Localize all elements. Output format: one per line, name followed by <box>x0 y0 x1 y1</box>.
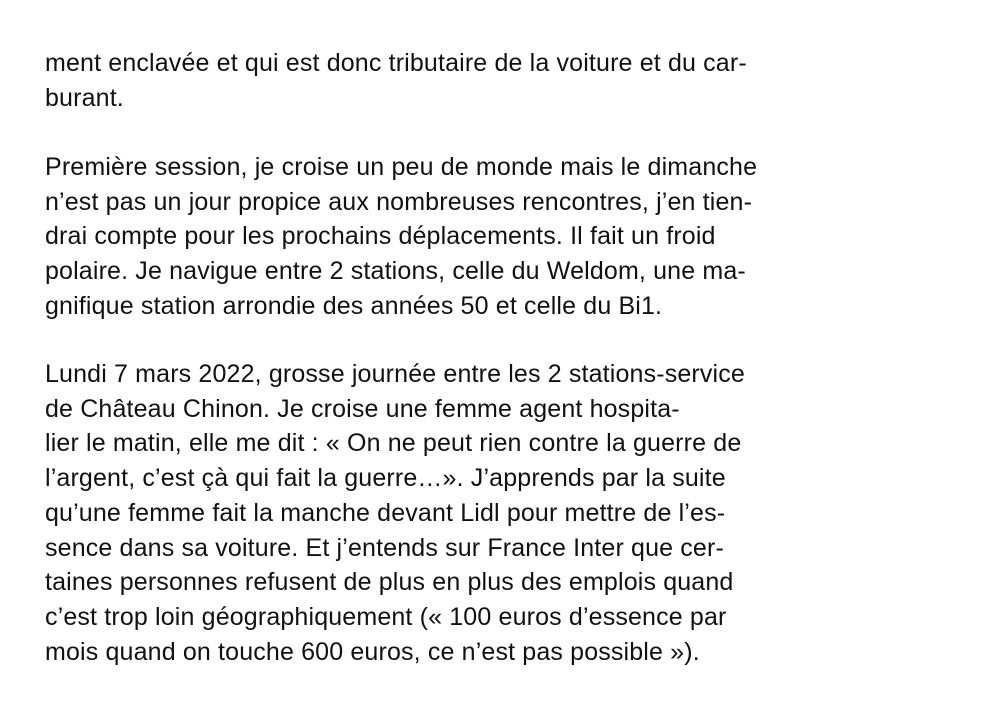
text-line: ment enclavée et qui est donc tributaire de la voiture et du car- <box>45 49 747 77</box>
text-line: gnifique station arrondie des années 50 et celle du Bi1. <box>45 291 663 320</box>
text-line: sence dans sa voiture. Et j’entends sur France Inter que cer- <box>45 533 724 562</box>
paragraph-2 <box>45 150 975 324</box>
text-line: mois quand on touche 600 euros, ce n’est pas possible »). <box>45 637 700 666</box>
text-line: lier le matin, elle me dit : « On ne peut rien contre la guerre de <box>45 429 742 458</box>
text-line: drai compte pour les prochains déplacements. Il fait un froid <box>45 222 716 251</box>
text-line: Première session, je croise un peu de monde mais le dimanche <box>45 153 758 181</box>
text-line: l’argent, c’est çà qui fait la guerre…». J’apprends par la suite <box>45 464 726 493</box>
text-line: taines personnes refusent de plus en plus des emplois quand <box>45 568 734 597</box>
text-line: de Château Chinon. Je croise une femme agent hospita- <box>45 394 680 423</box>
text-line: Lundi 7 mars 2022, grosse journée entre les 2 stations-service <box>45 360 745 388</box>
paragraph-3 <box>45 357 975 669</box>
text-line: n’est pas un jour propice aux nombreuses rencontres, j’en tien- <box>45 187 753 216</box>
text-line: qu’une femme fait la manche devant Lidl pour mettre de l’es- <box>45 498 726 527</box>
text-line: polaire. Je navigue entre 2 stations, celle du Weldom, une ma- <box>45 257 746 286</box>
text-line: c’est trop loin géographiquement (« 100 euros d’essence par <box>45 602 727 631</box>
text-line: burant. <box>45 83 124 112</box>
paragraph-1 <box>45 46 975 115</box>
